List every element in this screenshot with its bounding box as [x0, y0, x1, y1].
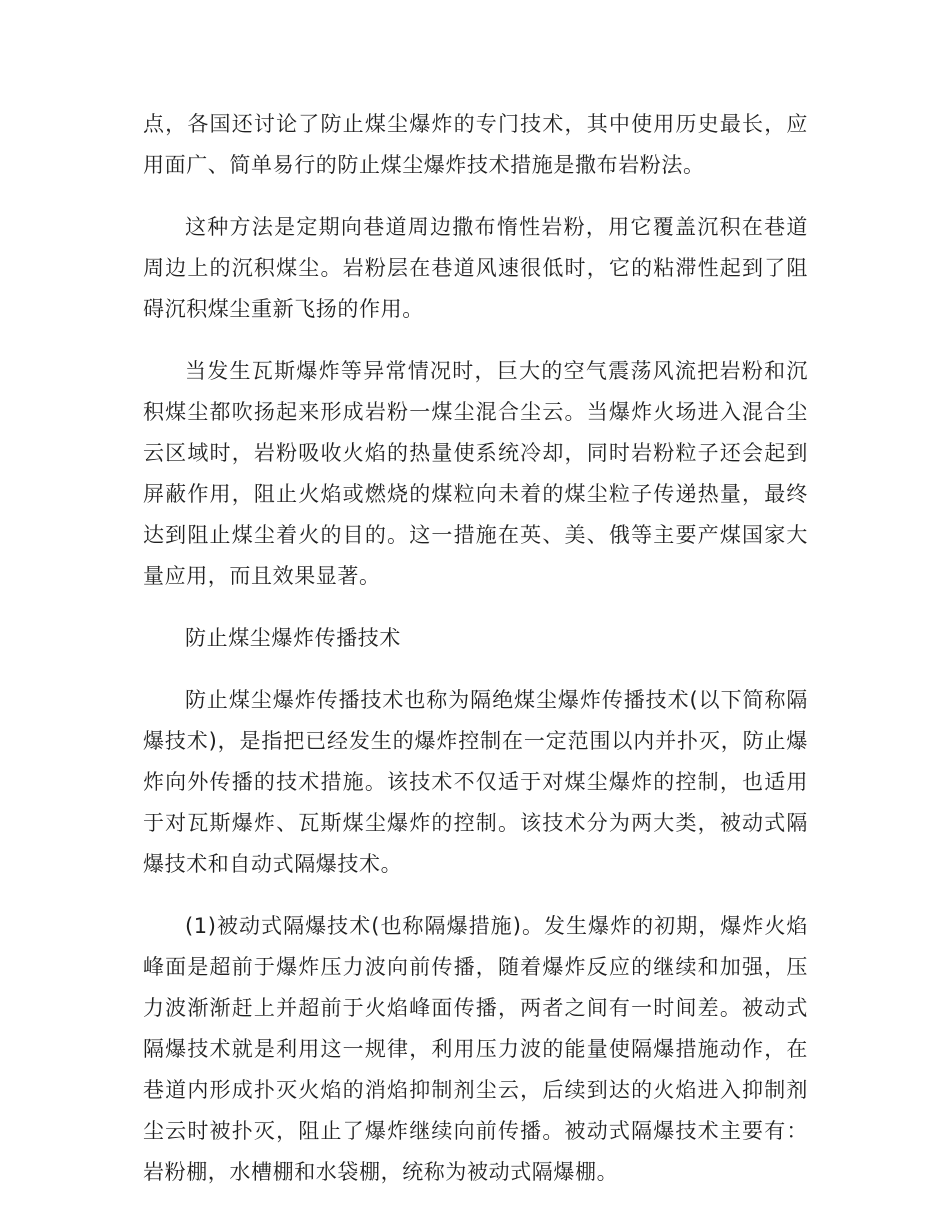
paragraph-3: 当发生瓦斯爆炸等异常情况时，巨大的空气震荡风流把岩粉和沉积煤尘都吹扬起来形成岩粉一煤尘混合尘云。当爆炸火场进入混合尘云区域时，岩粉吸收火焰的热量使系统冷却，同时岩粉粒子还会起到屏蔽作用，阻止火焰或燃烧的煤粒向未着的煤尘粒子传递热量，最终达到阻止煤尘着火的目的。这一措施在英、美、俄等主要产煤国家大量应用，而且效果显著。: [143, 359, 808, 588]
paragraph-2: 这种方法是定期向巷道周边撒布惰性岩粉，用它覆盖沉积在巷道周边上的沉积煤尘。岩粉层在巷道风速很低时，它的粘滞性起到了阻碍沉积煤尘重新飞扬的作用。: [143, 215, 808, 321]
document-body: [143, 104, 808, 1214]
paragraph-1: 点，各国还讨论了防止煤尘爆炸的专门技术，其中使用历史最长，应用面广、简单易行的防止煤尘爆炸技术措施是撒布岩粉法。: [143, 112, 808, 177]
paragraph-5: 防止煤尘爆炸传播技术也称为隔绝煤尘爆炸传播技术(以下简称隔爆技术)，是指把已经发生的爆炸控制在一定范围以内并扑灭，防止爆炸向外传播的技术措施。该技术不仅适于对煤尘爆炸的控制，也适用于对瓦斯爆炸、瓦斯煤尘爆炸的控制。该技术分为两大类，被动式隔爆技术和自动式隔爆技术。: [143, 688, 808, 876]
paragraph-6: (1)被动式隔爆技术(也称隔爆措施)。发生爆炸的初期，爆炸火焰峰面是超前于爆炸压力波向前传播，随着爆炸反应的继续和加强，压力波渐渐赶上并超前于火焰峰面传播，两者之间有一时间差。被动式隔爆技术就是利用这一规律，利用压力波的能量使隔爆措施动作，在巷道内形成扑灭火焰的消焰抑制剂尘云，后续到达的火焰进入抑制剂尘云时被扑灭，阻止了爆炸继续向前传播。被动式隔爆技术主要有：岩粉棚，水槽棚和水袋棚，统称为被动式隔爆棚。: [143, 914, 808, 1184]
section-heading: 防止煤尘爆炸传播技术: [185, 626, 401, 650]
